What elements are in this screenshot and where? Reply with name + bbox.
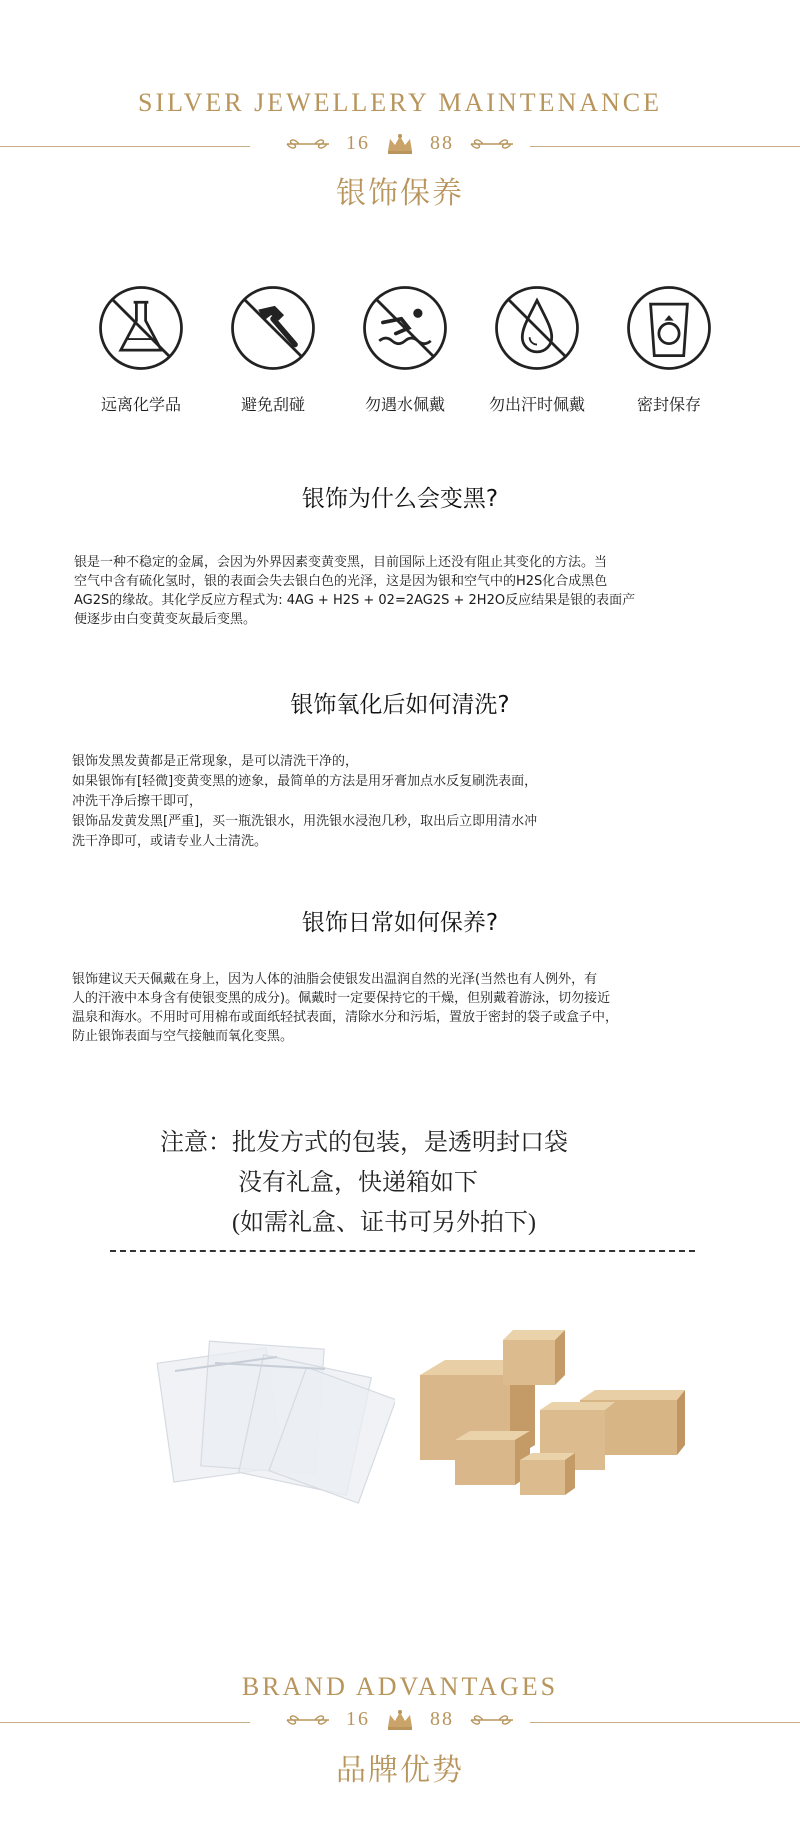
paragraph-line: 如果银饰有[轻微]变黄变黑的迹象，最简单的方法是用牙膏加点水反复刷洗表面， xyxy=(72,774,538,789)
paragraph-line: 洗干净即可，或请专业人士清洗。 xyxy=(72,834,268,849)
care-icons-row xyxy=(75,282,735,415)
paragraph-line: 银饰建议天天佩戴在身上，因为人体的油脂会使银发出温润自然的光泽(当然也有人例外，有 xyxy=(72,972,598,987)
paragraph-line: 冲洗干净后擦干即可， xyxy=(72,794,203,809)
no-chemical-flask-icon xyxy=(95,282,187,374)
flourish-right-icon xyxy=(469,1710,515,1730)
care-item-sealed xyxy=(603,282,735,415)
care-item-scratch xyxy=(207,282,339,415)
care-label: 避免刮碰 xyxy=(240,395,305,414)
care-item-chemicals xyxy=(75,282,207,415)
paragraph-line: 银饰发黑发黄都是正常现象，是可以清洗干净的， xyxy=(72,754,359,769)
section-heading: 银饰日常如何保养? xyxy=(301,910,499,936)
section-paragraph xyxy=(74,553,635,629)
no-hammer-icon xyxy=(227,282,319,374)
care-label: 勿出汗时佩戴 xyxy=(488,395,585,414)
care-label: 密封保存 xyxy=(636,395,701,414)
section-title-cn: 银饰保养 xyxy=(336,176,464,211)
paragraph-line: 人的汗液中本身含有使银变黑的成分)。佩戴时一定要保持它的干燥，但别戴着游泳，切勿接近 xyxy=(72,991,611,1006)
no-sweat-drop-icon xyxy=(491,282,583,374)
paragraph-line: 温泉和海水。不用时可用棉布或面纸轻拭表面，清除水分和污垢，置放于密封的袋子或盒子中， xyxy=(72,1010,619,1025)
crown-icon xyxy=(385,133,415,155)
paragraph-line: AG2S的缘故。其化学反应方程式为: 4AG + H2S + 02=2AG2S + 2H2O反应结果是银的表面产 xyxy=(74,593,636,608)
care-label: 远离化学品 xyxy=(100,395,181,414)
year-left: 16 xyxy=(346,132,370,154)
dashed-divider xyxy=(110,1250,695,1252)
flourish-left-icon xyxy=(285,134,331,154)
paragraph-line: 银是一种不稳定的金属，会因为外界因素变黄变黑，目前国际上还没有阻止其变化的方法。当 xyxy=(74,555,608,570)
ziplock-bags-image xyxy=(155,1325,395,1515)
notice-line-1: 注意：批发方式的包装，是透明封口袋 xyxy=(160,1130,568,1156)
year-right: 88 xyxy=(430,1708,454,1730)
section-heading: 银饰氧化后如何清洗? xyxy=(290,692,510,718)
section-paragraph xyxy=(72,970,618,1046)
notice-line-3: (如需礼盒、证书可另外拍下) xyxy=(232,1210,536,1236)
flourish-right-icon xyxy=(469,134,515,154)
no-swimming-icon xyxy=(359,282,451,374)
crown-ornament xyxy=(0,1708,800,1731)
paragraph-line: 防止银饰表面与空气接触而氧化变黑。 xyxy=(72,1029,294,1044)
paragraph-line: 银饰品发黄发黑[严重]，买一瓶洗银水，用洗银水浸泡几秒，取出后立即用清水冲 xyxy=(72,814,538,829)
section-paragraph xyxy=(72,752,537,852)
section-title-en: BRAND ADVANTAGES xyxy=(241,1672,559,1701)
flourish-left-icon xyxy=(285,1710,331,1730)
section-title-en: SILVER JEWELLERY MAINTENANCE xyxy=(137,88,663,117)
notice-line-2: 没有礼盒，快递箱如下 xyxy=(238,1170,478,1196)
section-title-cn: 品牌优势 xyxy=(336,1753,464,1788)
sealed-ring-icon xyxy=(623,282,715,374)
paragraph-line: 便逐步由白变黄变灰最后变黑。 xyxy=(74,612,257,627)
care-item-water xyxy=(339,282,471,415)
year-left: 16 xyxy=(346,1708,370,1730)
section-heading: 银饰为什么会变黑? xyxy=(301,486,499,512)
care-label: 勿遇水佩戴 xyxy=(364,395,445,414)
shipping-boxes-image xyxy=(415,1325,685,1500)
year-right: 88 xyxy=(430,132,454,154)
paragraph-line: 空气中含有硫化氢时，银的表面会失去银白色的光泽，这是因为银和空气中的H2S化合成黑色 xyxy=(74,574,608,589)
crown-ornament xyxy=(0,132,800,155)
care-item-sweat xyxy=(471,282,603,415)
crown-icon xyxy=(385,1709,415,1731)
